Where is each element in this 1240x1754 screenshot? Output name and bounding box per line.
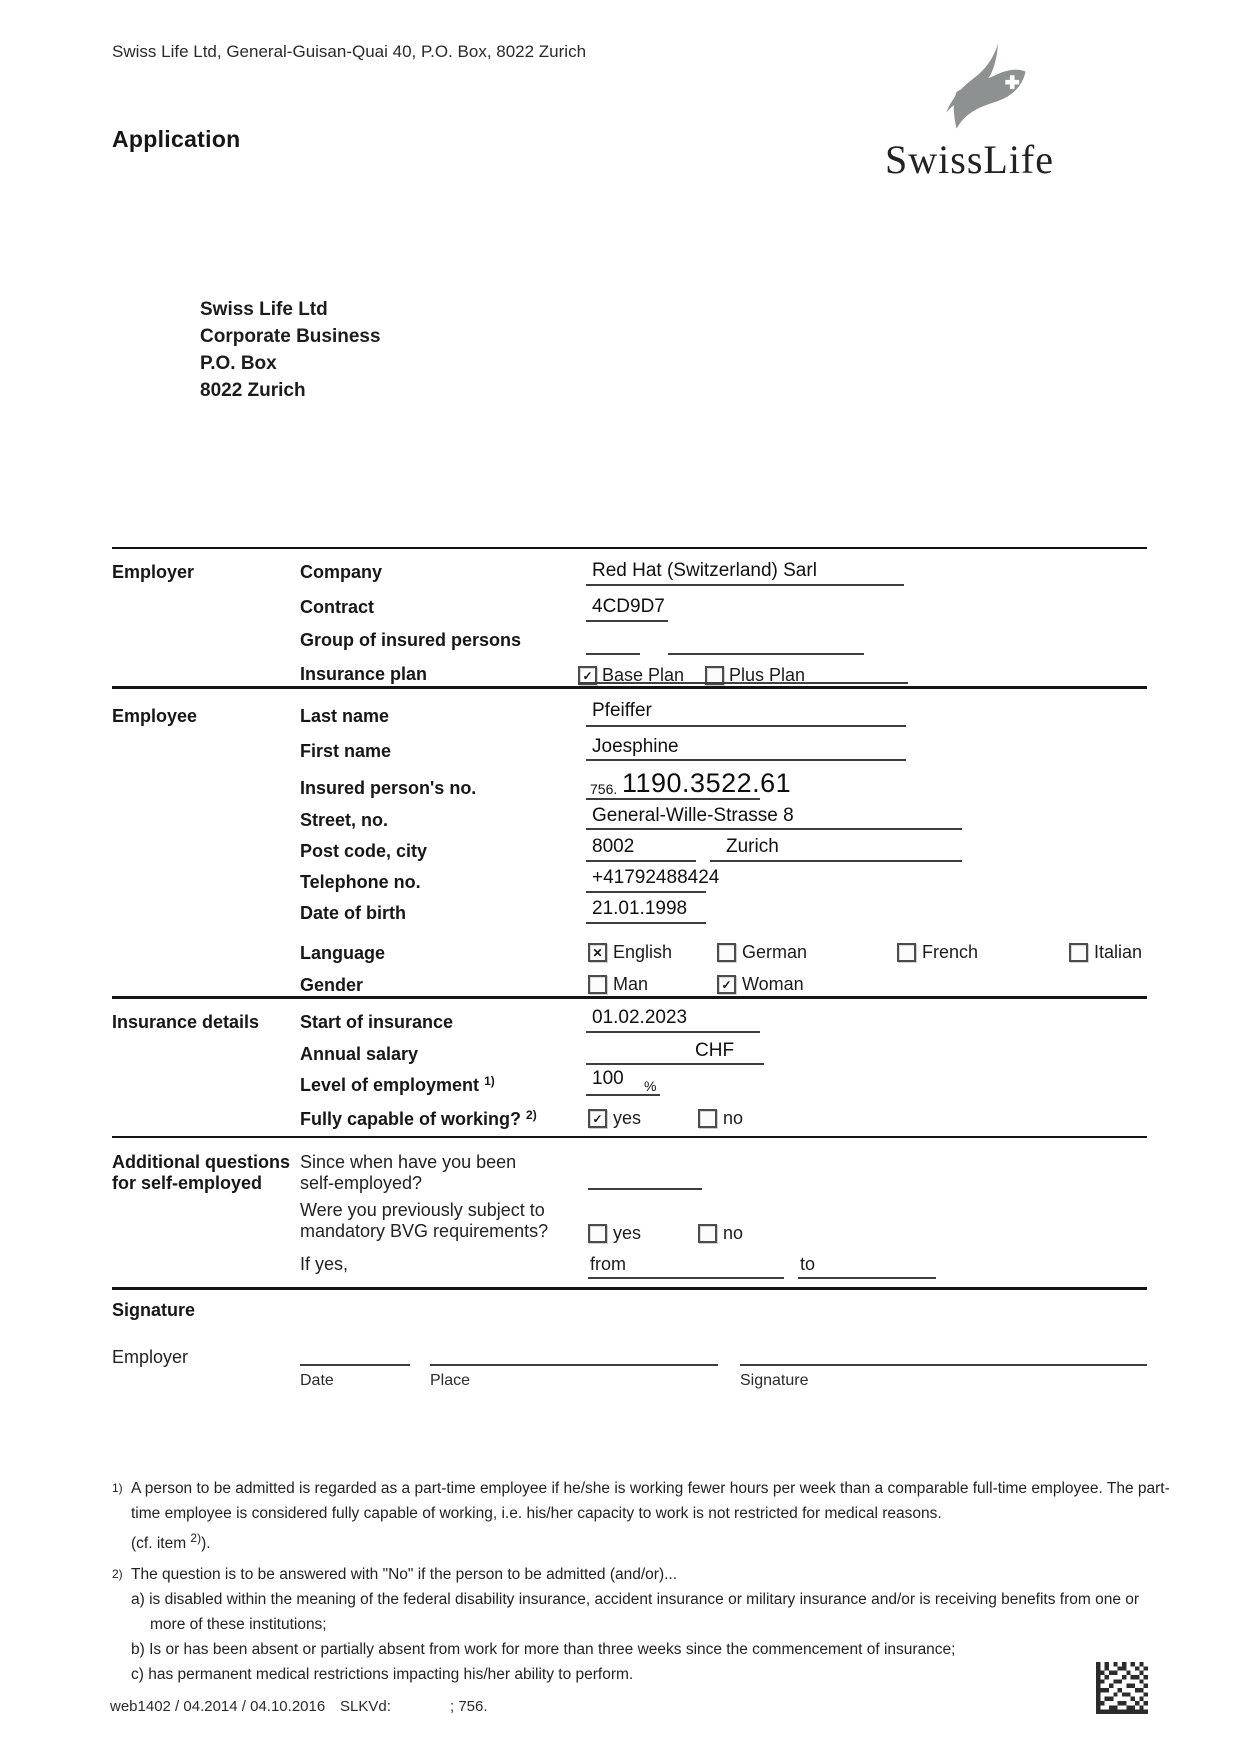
telephone-field-line[interactable] bbox=[586, 891, 706, 893]
signature-place-line[interactable] bbox=[430, 1364, 718, 1366]
section-divider bbox=[112, 686, 1147, 689]
first-name-label: First name bbox=[300, 741, 392, 761]
footnote-1-marker: 1) bbox=[112, 1481, 123, 1495]
dob-field[interactable]: 21.01.1998 bbox=[592, 898, 688, 919]
insurance-plan-label: Insurance plan bbox=[300, 664, 428, 684]
company-field-line[interactable] bbox=[586, 584, 904, 586]
gender-woman-label: Woman bbox=[742, 974, 804, 994]
footnote-2-item-c: c) has permanent medical restrictions impacting his/her ability to perform. bbox=[131, 1666, 634, 1683]
form-code-value: ; 756. bbox=[450, 1698, 488, 1715]
contract-field-line[interactable] bbox=[586, 620, 668, 622]
insured-no-prefix: 756. bbox=[590, 781, 618, 797]
english-checkmark: ✕ bbox=[592, 945, 603, 960]
signature-sign-line[interactable] bbox=[740, 1364, 1147, 1366]
section-divider bbox=[112, 1136, 1147, 1138]
signature-date-line[interactable] bbox=[300, 1364, 410, 1366]
last-name-field[interactable]: Pfeiffer bbox=[592, 700, 652, 721]
fully-capable-label: Fully capable of working? $^{2)}$ bbox=[300, 1108, 537, 1129]
section-divider bbox=[112, 996, 1147, 999]
bvg-question: Were you previously subject to mandatory BVG requirements? bbox=[300, 1200, 549, 1241]
datamatrix-barcode bbox=[1096, 1660, 1148, 1716]
section-divider bbox=[112, 547, 1147, 549]
level-of-employment-label: Level of employment $^{1)}$ bbox=[300, 1074, 495, 1095]
to-field-line[interactable] bbox=[798, 1277, 936, 1279]
language-label: Language bbox=[300, 943, 386, 963]
postcode-field-line[interactable] bbox=[586, 860, 696, 862]
recipient-line: Swiss Life Ltd bbox=[200, 299, 328, 320]
group-of-insured-label: Group of insured persons bbox=[300, 630, 522, 650]
insured-no-field-line[interactable] bbox=[586, 798, 760, 800]
language-italian-checkbox[interactable] bbox=[1069, 943, 1088, 962]
footnote-2-item-b: b) Is or has been absent or partially absent from work for more than three weeks since the commencement of insurance; bbox=[131, 1641, 956, 1658]
first-name-field-line[interactable] bbox=[586, 759, 906, 761]
language-french-checkbox[interactable] bbox=[897, 943, 916, 962]
street-field-line[interactable] bbox=[586, 828, 962, 830]
insured-no-label: Insured person's no. bbox=[300, 778, 477, 798]
city-field[interactable]: Zurich bbox=[726, 836, 779, 857]
street-field[interactable]: General-Wille-Strasse 8 bbox=[592, 805, 794, 826]
footnote-ref-1: 1) bbox=[484, 1074, 495, 1088]
insurance-details-section-label: Insurance details bbox=[112, 1012, 260, 1032]
form-code: web1402 / 04.2014 / 04.10.2016 bbox=[110, 1698, 326, 1715]
bvg-no-checkbox[interactable] bbox=[698, 1224, 717, 1243]
dob-label: Date of birth bbox=[300, 903, 406, 923]
recipient-line: 8022 Zurich bbox=[200, 380, 306, 401]
since-when-field-line[interactable] bbox=[588, 1188, 702, 1190]
to-label: to bbox=[800, 1254, 816, 1274]
company-field[interactable]: Red Hat (Switzerland) Sarl bbox=[592, 560, 817, 581]
language-english-label: English bbox=[613, 942, 673, 962]
group-field-line-1[interactable] bbox=[586, 653, 640, 655]
date-label: Date bbox=[300, 1372, 334, 1389]
gender-man-checkbox[interactable] bbox=[588, 975, 607, 994]
gender-man-label: Man bbox=[613, 974, 649, 994]
form-code-label: SLKVd: bbox=[340, 1698, 391, 1715]
woman-checkmark: ✓ bbox=[721, 977, 732, 992]
language-german-label: German bbox=[742, 942, 808, 962]
gender-label: Gender bbox=[300, 975, 364, 995]
group-field-line-2[interactable] bbox=[668, 653, 864, 655]
language-english-checkbox[interactable] bbox=[588, 943, 607, 962]
postcode-field[interactable]: 8002 bbox=[592, 836, 635, 857]
swisslife-swoosh-icon bbox=[940, 42, 1032, 138]
contract-label: Contract bbox=[300, 597, 375, 617]
street-label: Street, no. bbox=[300, 810, 389, 830]
level-of-employment-line[interactable] bbox=[586, 1094, 660, 1096]
from-field-line[interactable] bbox=[588, 1277, 784, 1279]
last-name-field-line[interactable] bbox=[586, 725, 906, 727]
from-label: from bbox=[590, 1254, 626, 1274]
postcode-city-label: Post code, city bbox=[300, 841, 428, 861]
signature-label: Signature bbox=[740, 1372, 809, 1389]
footnote-2-marker: 2) bbox=[112, 1567, 123, 1581]
fully-capable-yes-label: yes bbox=[613, 1108, 642, 1128]
telephone-field[interactable]: +41792488424 bbox=[592, 867, 720, 888]
annual-salary-line[interactable] bbox=[586, 1063, 764, 1065]
if-yes-label: If yes, bbox=[300, 1254, 349, 1274]
footnote-ref-2: 2) bbox=[526, 1108, 537, 1122]
recipient-line: P.O. Box bbox=[200, 353, 277, 374]
place-label: Place bbox=[430, 1372, 471, 1389]
language-german-checkbox[interactable] bbox=[717, 943, 736, 962]
bvg-yes-checkbox[interactable] bbox=[588, 1224, 607, 1243]
level-of-employment-unit: % bbox=[644, 1078, 657, 1094]
insured-no-field[interactable]: 1190.3522.61 bbox=[622, 768, 792, 798]
gender-woman-checkbox[interactable] bbox=[717, 975, 736, 994]
swisslife-logo bbox=[885, 40, 1085, 180]
fully-capable-no-label: no bbox=[723, 1108, 744, 1128]
annual-salary-label: Annual salary bbox=[300, 1044, 419, 1064]
signature-employer-label: Employer bbox=[112, 1347, 189, 1367]
first-name-field[interactable]: Joesphine bbox=[592, 736, 679, 757]
swisslife-wordmark: SwissLife bbox=[885, 137, 1054, 182]
company-label: Company bbox=[300, 562, 383, 582]
language-italian-label: Italian bbox=[1094, 942, 1143, 962]
language-french-label: French bbox=[922, 942, 979, 962]
footnote-2-intro: The question is to be answered with "No" if the person to be admitted (and/or)... bbox=[131, 1566, 678, 1583]
section-divider bbox=[112, 1287, 1147, 1290]
contract-field[interactable]: 4CD9D7 bbox=[592, 596, 665, 617]
capable-yes-checkmark: ✓ bbox=[592, 1111, 603, 1126]
employer-section-label: Employer bbox=[112, 562, 195, 582]
page-title: Application bbox=[112, 126, 241, 152]
since-when-question: Since when have you been self-employed? bbox=[300, 1152, 517, 1193]
level-of-employment-field[interactable]: 100 bbox=[592, 1068, 624, 1089]
plus-plan-option-label: Plus Plan bbox=[729, 665, 806, 685]
telephone-label: Telephone no. bbox=[300, 872, 421, 892]
sender-address-line: Swiss Life Ltd, General-Guisan-Quai 40, P.O. Box, 8022 Zurich bbox=[112, 42, 587, 61]
recipient-address bbox=[200, 296, 381, 404]
last-name-label: Last name bbox=[300, 706, 390, 726]
additional-questions-section-label: Additional questions for self-employed bbox=[112, 1152, 290, 1193]
start-of-insurance-line[interactable] bbox=[586, 1031, 760, 1033]
employee-section-label: Employee bbox=[112, 706, 198, 726]
base-plan-checkmark: ✓ bbox=[582, 668, 593, 683]
start-of-insurance-field[interactable]: 01.02.2023 bbox=[592, 1007, 688, 1028]
recipient-line: Corporate Business bbox=[200, 326, 381, 347]
fully-capable-yes-checkbox[interactable] bbox=[588, 1109, 607, 1128]
base-plan-option-label: Base Plan bbox=[602, 665, 685, 685]
fully-capable-no-checkbox[interactable] bbox=[698, 1109, 717, 1128]
bvg-no-label: no bbox=[723, 1223, 744, 1243]
footnote-2-item-a: a) is disabled within the meaning of the federal disability insurance, accident insurance or military insurance and/or is receiving benefits from one or more of these institutions; bbox=[131, 1591, 1140, 1633]
insurance-plan-line bbox=[578, 682, 908, 684]
bvg-yes-label: yes bbox=[613, 1223, 642, 1243]
signature-section-label: Signature bbox=[112, 1300, 196, 1320]
start-of-insurance-label: Start of insurance bbox=[300, 1012, 454, 1032]
footnote-1: 1) A person to be admitted is regarded as a part-time employee if he/she is working fewer hours per week than a comparable full-time employee. The part-time employee is considered fully capable of working, i.e. his/her capacity to work is not restricted for medical reasons. (cf. item $^{2)}$). bbox=[112, 1476, 1176, 1556]
city-field-line[interactable] bbox=[710, 860, 962, 862]
footnote-2 bbox=[112, 1562, 1176, 1687]
annual-salary-unit: CHF bbox=[695, 1040, 735, 1061]
dob-field-line[interactable] bbox=[586, 922, 706, 924]
